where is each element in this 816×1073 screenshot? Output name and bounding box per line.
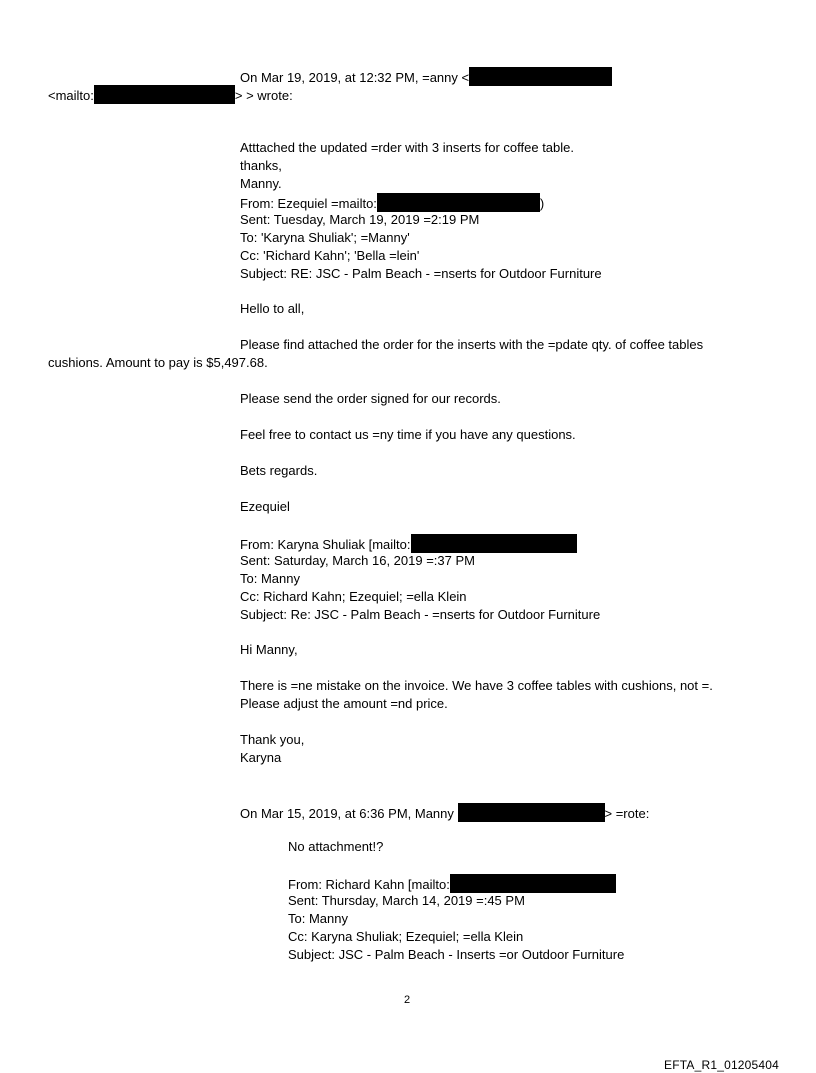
page-number: 2 (404, 994, 411, 1006)
body-line: There is =ne mistake on the invoice. We have 3 coffee tables with cushions, not =. (240, 678, 713, 693)
from-header-text: From: Richard Kahn [mailto: (288, 877, 450, 892)
body-line: Atttached the updated =rder with 3 inserts for coffee table. (240, 140, 574, 155)
from-header (240, 534, 577, 554)
from-header-text: From: Ezequiel =mailto: (240, 196, 377, 211)
cc-header: Cc: Richard Kahn; Ezequiel; =ella Klein (240, 589, 467, 604)
to-header: To: Manny (240, 571, 300, 586)
sent-header: Sent: Saturday, March 16, 2019 =:37 PM (240, 553, 475, 568)
greeting: Hi Manny, (240, 642, 298, 657)
from-header-suffix: ) (539, 196, 545, 211)
subject-header: Subject: RE: JSC - Palm Beach - =nserts for Outdoor Furniture (240, 266, 602, 281)
quote-header-date-line (240, 67, 612, 87)
subject-header: Subject: Re: JSC - Palm Beach - =nserts for Outdoor Furniture (240, 607, 601, 622)
signature-line: Ezequiel (240, 499, 290, 514)
body-line: Feel free to contact us =ny time if you have any questions. (240, 427, 576, 442)
mailto-prefix: <mailto: (48, 88, 94, 103)
redaction-box (377, 193, 540, 212)
quote-header-suffix: > =rote: (604, 806, 650, 821)
body-line: No attachment!? (288, 839, 384, 854)
from-header (240, 193, 544, 213)
redaction-box (411, 534, 577, 553)
closing-line: Bets regards. (240, 463, 318, 478)
redaction-box (450, 874, 616, 893)
redaction-box (458, 803, 605, 822)
redaction-box (469, 67, 612, 86)
body-line: Please send the order signed for our records. (240, 391, 501, 406)
body-line: Please adjust the amount =nd price. (240, 696, 448, 711)
from-header-text: From: Karyna Shuliak [mailto: (240, 537, 411, 552)
body-line: Please find attached the order for the inserts with the =pdate qty. of coffee tables (240, 337, 704, 352)
body-line: cushions. Amount to pay is $5,497.68. (48, 355, 268, 370)
quote-header-text: On Mar 19, 2019, at 12:32 PM, =anny < (240, 70, 470, 85)
to-header: To: 'Karyna Shuliak'; =Manny' (240, 230, 410, 245)
cc-header: Cc: Karyna Shuliak; Ezequiel; =ella Klein (288, 929, 524, 944)
sent-header: Sent: Thursday, March 14, 2019 =:45 PM (288, 893, 525, 908)
cc-header: Cc: 'Richard Kahn'; 'Bella =lein' (240, 248, 420, 263)
quote-header-text: On Mar 15, 2019, at 6:36 PM, Manny (240, 806, 458, 821)
from-header (288, 874, 616, 894)
sent-header: Sent: Tuesday, March 19, 2019 =2:19 PM (240, 212, 480, 227)
body-line: thanks, (240, 158, 282, 173)
quote-header-date-line (240, 803, 649, 823)
redaction-box (94, 85, 235, 104)
signature-line: Manny. (240, 176, 282, 191)
document-id-footer: EFTA_R1_01205404 (664, 1058, 780, 1072)
quote-header-mailto-line (48, 85, 293, 105)
subject-header: Subject: JSC - Palm Beach - Inserts =or Outdoor Furniture (288, 947, 625, 962)
to-header: To: Manny (288, 911, 348, 926)
mailto-suffix: > > wrote: (234, 88, 293, 103)
greeting: Hello to all, (240, 301, 305, 316)
closing-line: Thank you, (240, 732, 305, 747)
signature-line: Karyna (240, 750, 282, 765)
